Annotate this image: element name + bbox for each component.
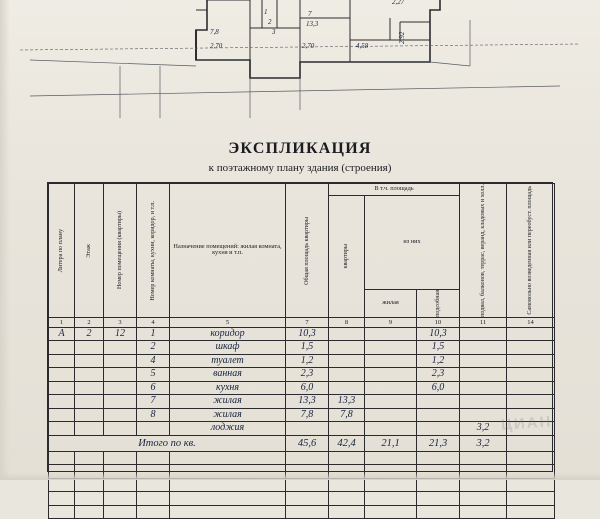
document-title: ЭКСПЛИКАЦИЯ xyxy=(228,140,372,157)
header-zhilaya: жилая xyxy=(365,290,417,318)
cell-naznachenie: жилая xyxy=(170,408,286,422)
cell-zhilaya xyxy=(365,341,417,355)
cell-naznachenie: жилая xyxy=(170,395,286,409)
cell-kvartiry xyxy=(329,327,365,341)
table-empty-row xyxy=(49,505,555,519)
cell-zhilaya xyxy=(365,395,417,409)
cell-etazh xyxy=(75,395,104,409)
cell-naznachenie: лоджия xyxy=(170,422,286,436)
cell-podsobnaya: 1,5 xyxy=(417,341,460,355)
cell-etazh xyxy=(75,354,104,368)
cell-litera: А xyxy=(49,327,75,341)
cell-podval xyxy=(460,341,507,355)
table-row xyxy=(49,422,555,436)
cell-zhilaya xyxy=(365,354,417,368)
cell-samovol xyxy=(507,422,555,436)
cell-komnata: 7 xyxy=(137,395,170,409)
cell-naznachenie: ванная xyxy=(170,368,286,382)
svg-text:7,8: 7,8 xyxy=(210,28,219,36)
cell-litera xyxy=(49,381,75,395)
header-podsobnaya: подсобная xyxy=(434,290,441,317)
cell-komnata: 5 xyxy=(137,368,170,382)
cell-kvartiry: 7,8 xyxy=(329,408,365,422)
total-podval: 3,2 xyxy=(460,435,507,451)
cell-podval: 3,2 xyxy=(460,422,507,436)
total-kvartiry: 42,4 xyxy=(329,435,365,451)
cell-kvartiry xyxy=(329,341,365,355)
cell-podval xyxy=(460,408,507,422)
svg-text:3: 3 xyxy=(272,28,276,36)
document-subtitle: к поэтажному плану здания (строения) xyxy=(208,162,392,174)
header-pomeshchenie: Номер помещения (квартиры) xyxy=(116,211,123,290)
cell-obshchaya: 10,3 xyxy=(286,327,329,341)
cell-obshchaya: 13,3 xyxy=(286,395,329,409)
cell-komnata: 1 xyxy=(137,327,170,341)
header-podval: подвал, балконов, террас, веранд, кладовых и холл. xyxy=(479,184,486,317)
plan-label: 1 xyxy=(264,8,268,16)
page-edge-left xyxy=(0,0,10,480)
cell-litera xyxy=(49,422,75,436)
cell-etazh xyxy=(75,408,104,422)
cell-podsobnaya xyxy=(417,395,460,409)
header-obshchaya: Общая площадь квартиры xyxy=(303,216,310,285)
cell-etazh xyxy=(75,341,104,355)
cell-samovol xyxy=(507,354,555,368)
cell-samovol xyxy=(507,381,555,395)
table-row xyxy=(49,354,555,368)
table-row xyxy=(49,408,555,422)
cell-kvartiry: 13,3 xyxy=(329,395,365,409)
table-row xyxy=(49,368,555,382)
header-group-sub: из них xyxy=(365,196,460,290)
cell-pomeshchenie xyxy=(104,341,137,355)
cell-etazh: 2 xyxy=(75,327,104,341)
colnum-3: 3 xyxy=(104,317,137,327)
cell-komnata: 8 xyxy=(137,408,170,422)
table-total-row xyxy=(49,435,555,451)
colnum-1: 1 xyxy=(49,317,75,327)
cell-naznachenie: коридор xyxy=(170,327,286,341)
cell-zhilaya xyxy=(365,381,417,395)
colnum-14: 14 xyxy=(507,317,555,327)
cell-pomeshchenie: 12 xyxy=(104,327,137,341)
table-column-numbers xyxy=(49,317,555,327)
cell-komnata xyxy=(137,422,170,436)
header-naznachenie: Назначение помещений: жилая комната, кухня и т.п. xyxy=(170,184,286,318)
colnum-8: 8 xyxy=(329,317,365,327)
table-row xyxy=(49,381,555,395)
cell-naznachenie: кухня xyxy=(170,381,286,395)
total-podsobnaya: 21,3 xyxy=(417,435,460,451)
cell-samovol xyxy=(507,327,555,341)
cell-podval xyxy=(460,327,507,341)
header-group-area: В т.ч. площадь xyxy=(329,184,460,196)
cell-zhilaya xyxy=(365,327,417,341)
colnum-2: 2 xyxy=(75,317,104,327)
header-kvartiry: квартиры xyxy=(343,244,349,269)
cell-podval xyxy=(460,395,507,409)
total-samovol xyxy=(507,435,555,451)
cell-kvartiry xyxy=(329,354,365,368)
table-empty-row xyxy=(49,451,555,465)
cell-zhilaya xyxy=(365,408,417,422)
table-row xyxy=(49,395,555,409)
svg-text:2,27: 2,27 xyxy=(392,0,405,6)
cell-podsobnaya: 10,3 xyxy=(417,327,460,341)
cell-pomeshchenie xyxy=(104,354,137,368)
cell-etazh xyxy=(75,381,104,395)
cell-samovol xyxy=(507,395,555,409)
colnum-10: 10 xyxy=(417,317,460,327)
table-empty-row xyxy=(49,478,555,492)
cell-pomeshchenie xyxy=(104,408,137,422)
cell-etazh xyxy=(75,422,104,436)
cell-litera xyxy=(49,341,75,355)
table-row xyxy=(49,341,555,355)
cell-podsobnaya: 6,0 xyxy=(417,381,460,395)
cell-pomeshchenie xyxy=(104,422,137,436)
cell-podsobnaya xyxy=(417,408,460,422)
cell-podsobnaya: 1,2 xyxy=(417,354,460,368)
cell-podval xyxy=(460,368,507,382)
explication-table xyxy=(47,182,553,472)
cell-naznachenie: туалет xyxy=(170,354,286,368)
svg-text:13,3: 13,3 xyxy=(306,20,319,28)
colnum-11: 11 xyxy=(460,317,507,327)
cell-pomeshchenie xyxy=(104,381,137,395)
page-edge-bottom xyxy=(0,472,600,480)
total-obshchaya: 45,6 xyxy=(286,435,329,451)
cell-kvartiry xyxy=(329,381,365,395)
colnum-9: 9 xyxy=(365,317,417,327)
header-etazh: Этаж xyxy=(85,243,92,258)
cell-obshchaya: 6,0 xyxy=(286,381,329,395)
svg-text:2,92: 2,92 xyxy=(398,31,406,44)
header-samovol: Самовольно возведенная или переобуст. площадь xyxy=(527,186,533,315)
header-litera: Литера по плану xyxy=(58,228,64,273)
cell-pomeshchenie xyxy=(104,395,137,409)
table-empty-row xyxy=(49,492,555,506)
svg-text:2: 2 xyxy=(268,18,272,26)
colnum-4: 4 xyxy=(137,317,170,327)
cell-kvartiry xyxy=(329,368,365,382)
colnum-7: 7 xyxy=(286,317,329,327)
cell-podval xyxy=(460,381,507,395)
cell-pomeshchenie xyxy=(104,368,137,382)
cell-zhilaya xyxy=(365,368,417,382)
cell-komnata: 2 xyxy=(137,341,170,355)
header-komnata: Номер комнаты, кухни, коридор, и т.п. xyxy=(149,200,156,301)
table-row xyxy=(49,327,555,341)
cell-obshchaya xyxy=(286,422,329,436)
watermark: ЦИАН xyxy=(500,413,553,434)
svg-text:2,70: 2,70 xyxy=(302,42,315,50)
table-header-row xyxy=(49,184,555,196)
cell-kvartiry xyxy=(329,422,365,436)
cell-podsobnaya: 2,3 xyxy=(417,368,460,382)
cell-litera xyxy=(49,408,75,422)
cell-obshchaya: 2,3 xyxy=(286,368,329,382)
cell-naznachenie: шкаф xyxy=(170,341,286,355)
cell-etazh xyxy=(75,368,104,382)
cell-litera xyxy=(49,368,75,382)
svg-text:4,58: 4,58 xyxy=(356,42,369,50)
cell-komnata: 4 xyxy=(137,354,170,368)
cell-podsobnaya xyxy=(417,422,460,436)
cell-litera xyxy=(49,354,75,368)
cell-zhilaya xyxy=(365,422,417,436)
cell-komnata: 6 xyxy=(137,381,170,395)
floor-plan xyxy=(0,0,600,128)
colnum-5: 5 xyxy=(170,317,286,327)
cell-samovol xyxy=(507,408,555,422)
cell-obshchaya: 7,8 xyxy=(286,408,329,422)
cell-obshchaya: 1,2 xyxy=(286,354,329,368)
cell-samovol xyxy=(507,368,555,382)
cell-samovol xyxy=(507,341,555,355)
cell-obshchaya: 1,5 xyxy=(286,341,329,355)
cell-podval xyxy=(460,354,507,368)
svg-text:2,70: 2,70 xyxy=(210,42,223,50)
total-zhilaya: 21,1 xyxy=(365,435,417,451)
cell-litera xyxy=(49,395,75,409)
total-label: Итого по кв. xyxy=(49,435,286,451)
svg-text:7: 7 xyxy=(308,10,312,18)
